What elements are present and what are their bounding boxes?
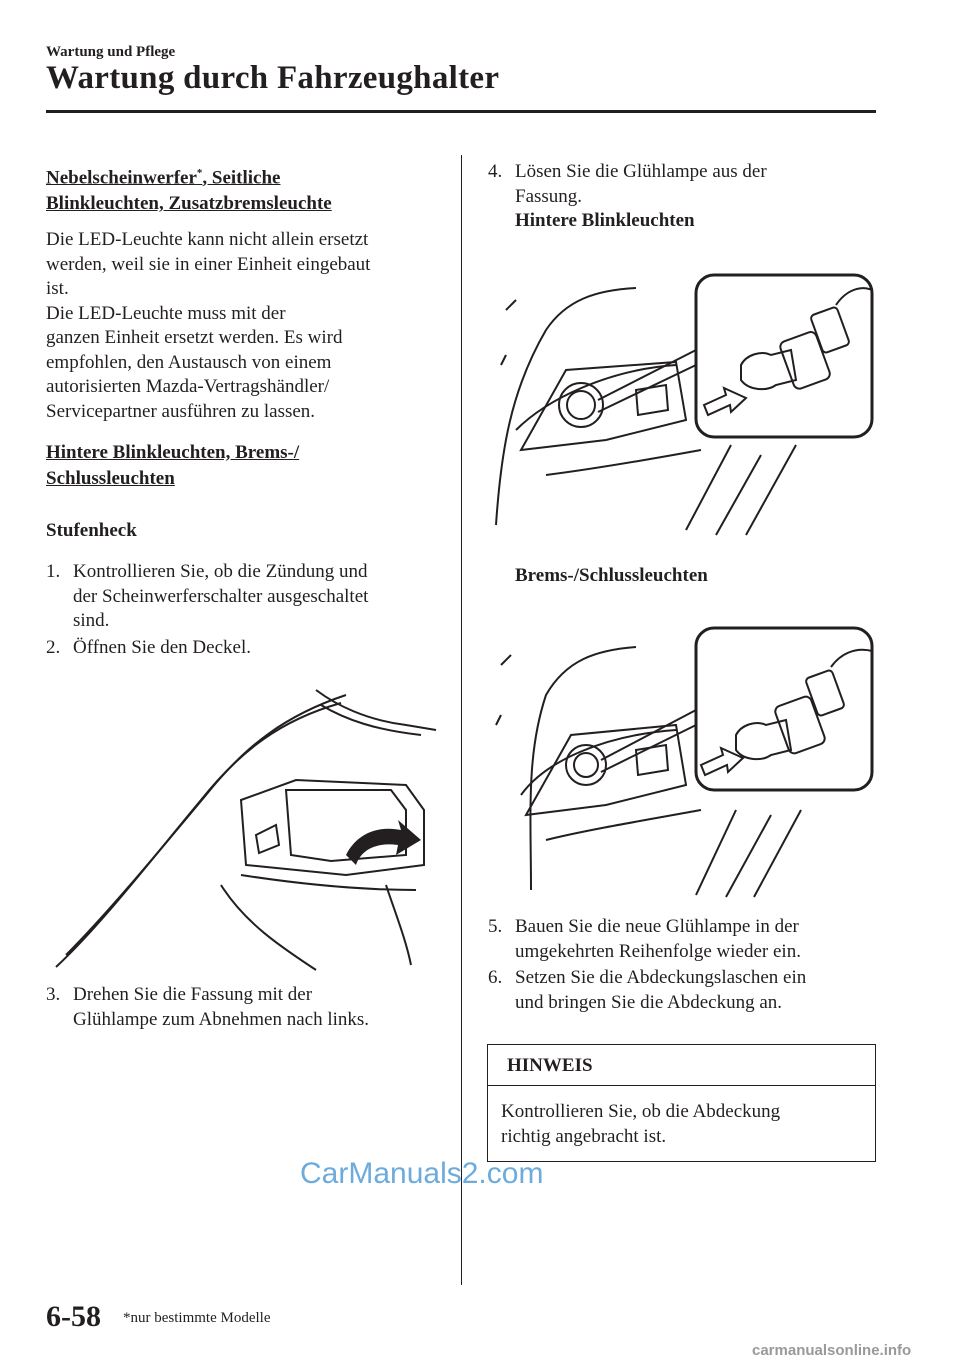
trunk-cover-illustration [46, 685, 446, 975]
step-5: 5. Bauen Sie die neue Glühlampe in der umgekehrten Reihenfolge wieder ein. [488, 916, 801, 962]
section-label: Wartung und Pflege [46, 44, 176, 60]
column-divider [461, 155, 462, 1285]
page-title: Wartung durch Fahrzeughalter [46, 60, 500, 96]
subheading-sedan: Stufenheck [46, 520, 137, 541]
note-text: Kontrollieren Sie, ob die Abdeckung richtig angebracht ist. [501, 1101, 781, 1147]
rear-turn-signal-illustration [486, 270, 876, 550]
caption-brake-tail-lights: Brems-/Schlussleuchten [515, 565, 708, 586]
step-2: 2. Öffnen Sie den Deckel. [46, 637, 251, 658]
footnote: *nur bestimmte Modelle [123, 1310, 271, 1326]
site-watermark: carmanualsonline.info [752, 1342, 912, 1359]
watermark: CarManuals2.com [300, 1157, 544, 1190]
brake-tail-light-illustration [486, 625, 876, 905]
header-rule [46, 110, 876, 113]
heading-rear-lights: Hintere Blinkleuchten, Brems-/ Schlussleuchten [46, 442, 300, 489]
step-4: 4. Lösen Sie die Glühlampe aus der Fassung. Hintere Blinkleuchten [488, 160, 767, 234]
page-number: 6-58 [46, 1300, 101, 1333]
caption-rear-turn-signals: Hintere Blinkleuchten [515, 210, 695, 231]
step-1: 1. Kontrollieren Sie, ob die Zündung und der Scheinwerferschalter ausgeschaltet sind. [46, 561, 369, 631]
step-3: 3. Drehen Sie die Fassung mit der Glühlampe zum Abnehmen nach links. [46, 984, 370, 1030]
led-paragraph: Die LED-Leuchte kann nicht allein ersetzt werden, weil sie in einer Einheit eingebaut ist. Die LED-Leuchte muss mit der ganzen Einheit ersetzt werden. Es wird empfohlen, den Austausch von einem autorisierten Mazda-Vertragshändler/ Servicepartner ausführen zu lassen. [46, 229, 371, 422]
note-divider [488, 1085, 875, 1086]
note-title: HINWEIS [507, 1055, 593, 1076]
heading-fog-lights: Nebelscheinwerfer*, Seitliche Blinkleuchten, Zusatzbremsleuchte [46, 167, 332, 215]
step-6: 6. Setzen Sie die Abdeckungslaschen ein und bringen Sie die Abdeckung an. [488, 967, 807, 1013]
note-box [487, 1044, 876, 1162]
